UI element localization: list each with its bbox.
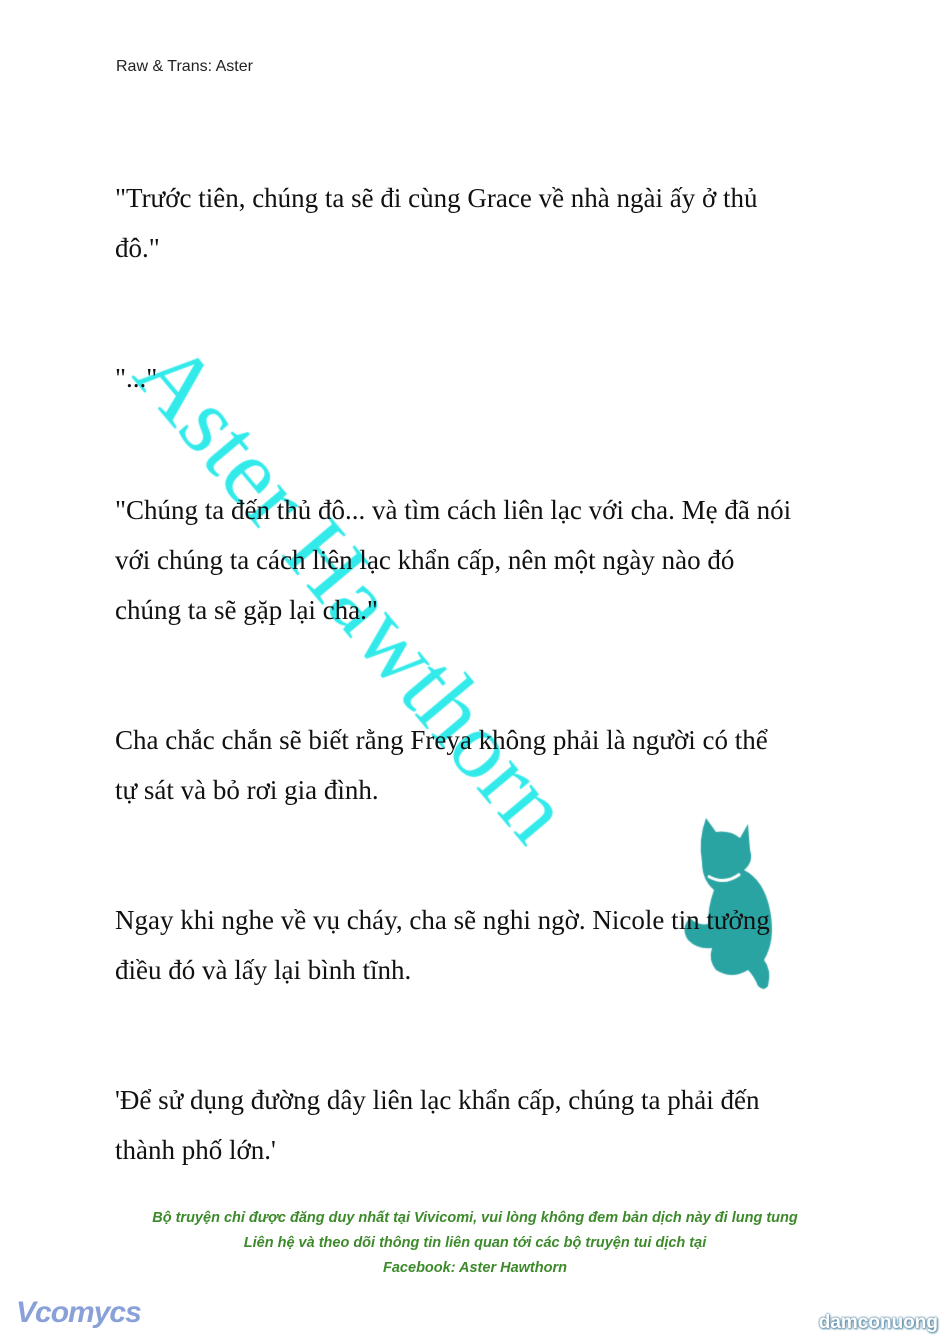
paragraph <box>115 173 758 273</box>
text-line: với chúng ta cách liên lạc khẩn cấp, nên một ngày nào đó <box>115 545 735 575</box>
text-line: đô." <box>115 233 160 263</box>
paragraph <box>115 715 768 815</box>
paragraph <box>115 1075 759 1175</box>
paragraph <box>115 895 770 995</box>
text-line: tự sát và bỏ rơi gia đình. <box>115 775 379 805</box>
text-line: Ngay khi nghe về vụ cháy, cha sẽ nghi ngờ. Nicole tin tưởng <box>115 905 770 935</box>
damconuong-logo: damconuong <box>818 1312 938 1333</box>
text-line: "Chúng ta đến thủ đô... và tìm cách liên lạc với cha. Mẹ đã nói <box>115 495 792 525</box>
text-line: điều đó và lấy lại bình tĩnh. <box>115 955 412 985</box>
paragraph <box>115 353 157 403</box>
text-line: "Trước tiên, chúng ta sẽ đi cùng Grace về nhà ngài ấy ở thủ <box>115 183 758 213</box>
text-line: 'Để sử dụng đường dây liên lạc khẩn cấp, chúng ta phải đến <box>115 1085 760 1115</box>
paragraph <box>115 485 791 635</box>
text-line: thành phố lớn.' <box>115 1135 276 1165</box>
translator-credit: Raw & Trans: Aster <box>116 58 253 75</box>
text-line: chúng ta sẽ gặp lại cha." <box>115 595 378 625</box>
vcomycs-logo: Vcomycs <box>16 1296 141 1329</box>
footer-notice: Bộ truyện chỉ được đăng duy nhất tại Vivicomi, vui lòng không đem bản dịch này đi lung tung <box>152 1210 798 1226</box>
text-line: "..." <box>115 363 158 393</box>
footer-facebook: Facebook: Aster Hawthorn <box>383 1260 567 1276</box>
footer-contact: Liên hệ và theo dõi thông tin liên quan tới các bộ truyện tui dịch tại <box>243 1235 707 1251</box>
text-line: Cha chắc chắn sẽ biết rằng Freya không phải là người có thể <box>115 725 768 755</box>
